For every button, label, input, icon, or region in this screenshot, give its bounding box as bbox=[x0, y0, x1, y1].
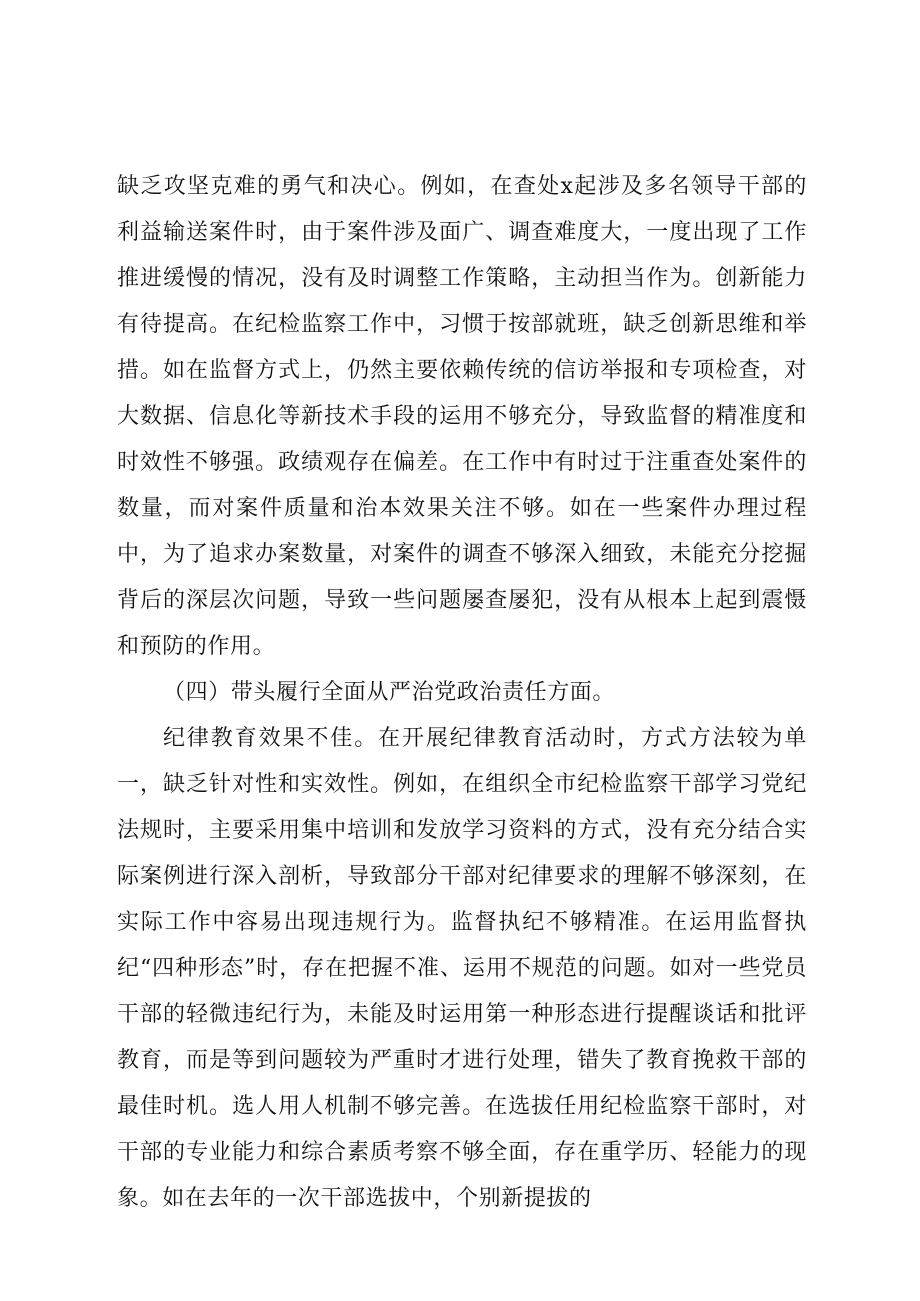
paragraph-continued: 缺乏攻坚克难的勇气和决心。例如，在查处x起涉及多名领导干部的利益输送案件时，由于案件涉及面广、调查难度大，一度出现了工作推进缓慢的情况，没有及时调整工作策略，主动担当作为。创新能力有待提高。在纪检监察工作中，习惯于按部就班，缺乏创新思维和举措。如在监督方式上，仍然主要依赖传统的信访举报和专项检查，对大数据、信息化等新技术手段的运用不够充分，导致监督的精准度和时效性不够强。政绩观存在偏差。在工作中有时过于注重查处案件的数量，而对案件质量和治本效果关注不够。如在一些案件办理过程中，为了追求办案数量，对案件的调查不够深入细致，未能充分挖掘背后的深层次问题，导致一些问题屡查屡犯，没有从根本上起到震慑和预防的作用。 bbox=[117, 174, 807, 659]
document-body bbox=[117, 164, 807, 1222]
section-heading-4: （四）带头履行全面从严治党政治责任方面。 bbox=[163, 680, 616, 705]
paragraph-discipline: 纪律教育效果不佳。在开展纪律教育活动时，方式方法较为单一，缺乏针对性和实效性。例如，在组织全市纪检监察干部学习党纪法规时，主要采用集中培训和发放学习资料的方式，没有充分结合实际案例进行深入剖析，导致部分干部对纪律要求的理解不够深刻，在实际工作中容易出现违规行为。监督执纪不够精准。在运用监督执纪“四种形态”时，存在把握不准、运用不规范的问题。如对一些党员干部的轻微违纪行为，未能及时运用第一种形态进行提醒谈话和批评教育，而是等到问题较为严重时才进行处理，错失了教育挽救干部的最佳时机。选人用人机制不够完善。在选拔任用纪检监察干部时，对干部的专业能力和综合素质考察不够全面，存在重学历、轻能力的现象。如在去年的一次干部选拔中，个别新提拔的 bbox=[117, 726, 807, 1211]
